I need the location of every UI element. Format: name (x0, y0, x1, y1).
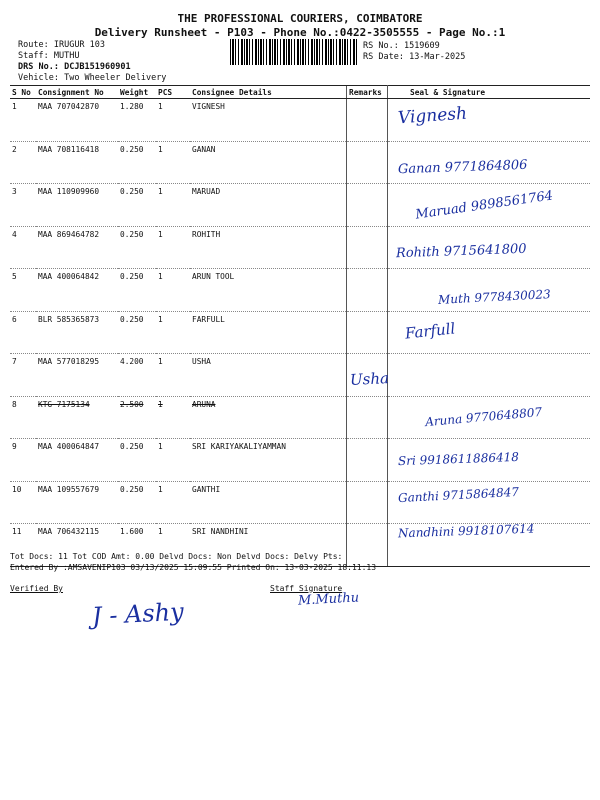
row-pcs: 1 (156, 141, 190, 184)
col-consignee: Consignee Details (190, 86, 347, 99)
staff-value: MUTHU (53, 51, 80, 61)
row-pcs: 1 (156, 354, 190, 397)
row-sno: 1 (10, 99, 36, 142)
vehicle-value: Two Wheeler Delivery (64, 73, 167, 83)
row-pcs: 1 (156, 481, 190, 524)
row-consignee: VIGNESH (190, 99, 347, 142)
rs-date-info (363, 52, 465, 62)
row-signature-cell (388, 354, 591, 397)
handwritten-signature: Muth 9778430023 (437, 287, 552, 307)
row-remarks (347, 99, 388, 142)
row-weight: 0.250 (118, 269, 156, 312)
row-weight: 0.250 (118, 481, 156, 524)
row-sno: 7 (10, 354, 36, 397)
row-pcs: 1 (156, 396, 190, 439)
row-consignment: KTG 7175134 (36, 396, 118, 439)
row-consignee: GANAN (190, 141, 347, 184)
vehicle-info (18, 73, 166, 83)
row-weight: 0.250 (118, 311, 156, 354)
runsheet-title: Delivery Runsheet - P103 - Phone No.:0422-3505555 - Page No.:1 (94, 26, 506, 39)
vehicle-label: Vehicle: (18, 73, 59, 83)
handwritten-signature: Vignesh (397, 103, 468, 129)
row-consignee: USHA (190, 354, 347, 397)
row-sno: 8 (10, 396, 36, 439)
row-remarks (347, 524, 388, 567)
barcode (230, 39, 358, 65)
rs-no-info (363, 41, 440, 51)
row-consignment: MAA 869464782 (36, 226, 118, 269)
table-row (10, 354, 590, 397)
row-remarks (347, 184, 388, 227)
col-consignment: Consignment No (36, 86, 118, 99)
row-weight: 0.250 (118, 439, 156, 482)
row-remarks (347, 141, 388, 184)
rs-no-value: 1519609 (403, 41, 440, 51)
col-weight: Weight (118, 86, 156, 99)
row-consignment: MAA 400064842 (36, 269, 118, 312)
row-consignment: MAA 110909960 (36, 184, 118, 227)
col-pcs: PCS (156, 86, 190, 99)
row-weight: 2.500 (118, 396, 156, 439)
totals-line: Tot Docs: 11 Tot COD Amt: 0.00 Delvd Docs: Non Delvd Docs: Delvy Pts: (10, 552, 343, 561)
row-consignee: MARUAD (190, 184, 347, 227)
row-consignment: MAA 400064847 (36, 439, 118, 482)
row-remarks (347, 439, 388, 482)
row-weight: 4.200 (118, 354, 156, 397)
row-weight: 1.280 (118, 99, 156, 142)
staff-label: Staff: (18, 51, 49, 61)
row-remarks (347, 396, 388, 439)
table-row (10, 311, 590, 354)
row-pcs: 1 (156, 311, 190, 354)
row-consignee: GANTHI (190, 481, 347, 524)
row-sno: 2 (10, 141, 36, 184)
company-title: THE PROFESSIONAL COURIERS, COIMBATORE (177, 12, 423, 25)
handwritten-signature: Farfull (404, 319, 457, 343)
row-pcs: 1 (156, 524, 190, 567)
row-weight: 0.250 (118, 141, 156, 184)
row-weight: 1.600 (118, 524, 156, 567)
row-sno: 3 (10, 184, 36, 227)
handwritten-signature: Maruad 9898561764 (414, 188, 554, 223)
row-pcs: 1 (156, 184, 190, 227)
row-weight: 0.250 (118, 226, 156, 269)
handwritten-signature: Nandhini 9918107614 (397, 521, 535, 541)
row-consignment: MAA 707042870 (36, 99, 118, 142)
row-sno: 5 (10, 269, 36, 312)
entered-line: Entered By :AMSAVENIP103 03/13/2025 15:09:55 Printed On: 13-03-2025 18:11:13 (10, 563, 377, 572)
route-label: Route: (18, 40, 49, 50)
row-remarks (347, 481, 388, 524)
drs-info (18, 62, 131, 72)
row-consignment: BLR 585365873 (36, 311, 118, 354)
row-consignment: MAA 577018295 (36, 354, 118, 397)
handwritten-signature: Ganan 9771864806 (397, 157, 528, 178)
handwritten-signature: Rohith 9715641800 (395, 241, 527, 262)
handwritten-signature: Usha (349, 368, 390, 390)
table-header-row (10, 86, 590, 99)
row-sno: 6 (10, 311, 36, 354)
verifier-signature: J - Ashy (91, 597, 185, 631)
drs-value: DCJB151960901 (64, 62, 131, 72)
staff-signature-label: Staff Signature (270, 584, 343, 593)
route-value: IRUGUR 103 (53, 40, 106, 50)
row-pcs: 1 (156, 99, 190, 142)
handwritten-signature: Aruna 9770648807 (424, 404, 543, 430)
rs-no-label: RS No.: (363, 41, 399, 51)
row-consignment: MAA 708116418 (36, 141, 118, 184)
row-pcs: 1 (156, 269, 190, 312)
row-consignment: MAA 706432115 (36, 524, 118, 567)
row-remarks (347, 311, 388, 354)
row-sno: 9 (10, 439, 36, 482)
row-sno: 10 (10, 481, 36, 524)
row-consignment: MAA 109557679 (36, 481, 118, 524)
staff-signature: M.Muthu (297, 590, 360, 609)
staff-info (18, 51, 79, 61)
drs-label: DRS No.: (18, 62, 59, 72)
handwritten-signature: Sri 9918611886418 (397, 449, 520, 469)
handwritten-signature: Ganthi 9715864847 (397, 484, 520, 506)
row-consignee: ARUNA (190, 396, 347, 439)
col-signature: Seal & Signature (388, 86, 591, 99)
row-remarks (347, 226, 388, 269)
row-consignee: FARFULL (190, 311, 347, 354)
col-remarks: Remarks (347, 86, 388, 99)
row-sno: 11 (10, 524, 36, 567)
row-pcs: 1 (156, 439, 190, 482)
row-consignee: SRI KARIYAKALIYAMMAN (190, 439, 347, 482)
table-row (10, 99, 590, 142)
rs-date-label: RS Date: (363, 52, 404, 62)
row-remarks (347, 269, 388, 312)
row-consignee: ROHITH (190, 226, 347, 269)
verified-by-label: Verified By (10, 584, 63, 593)
row-weight: 0.250 (118, 184, 156, 227)
col-sno: S No (10, 86, 36, 99)
rs-date-value: 13-Mar-2025 (409, 52, 466, 62)
row-pcs: 1 (156, 226, 190, 269)
row-consignee: SRI NANDHINI (190, 524, 347, 567)
row-consignee: ARUN TOOL (190, 269, 347, 312)
row-sno: 4 (10, 226, 36, 269)
route-info (18, 40, 105, 50)
